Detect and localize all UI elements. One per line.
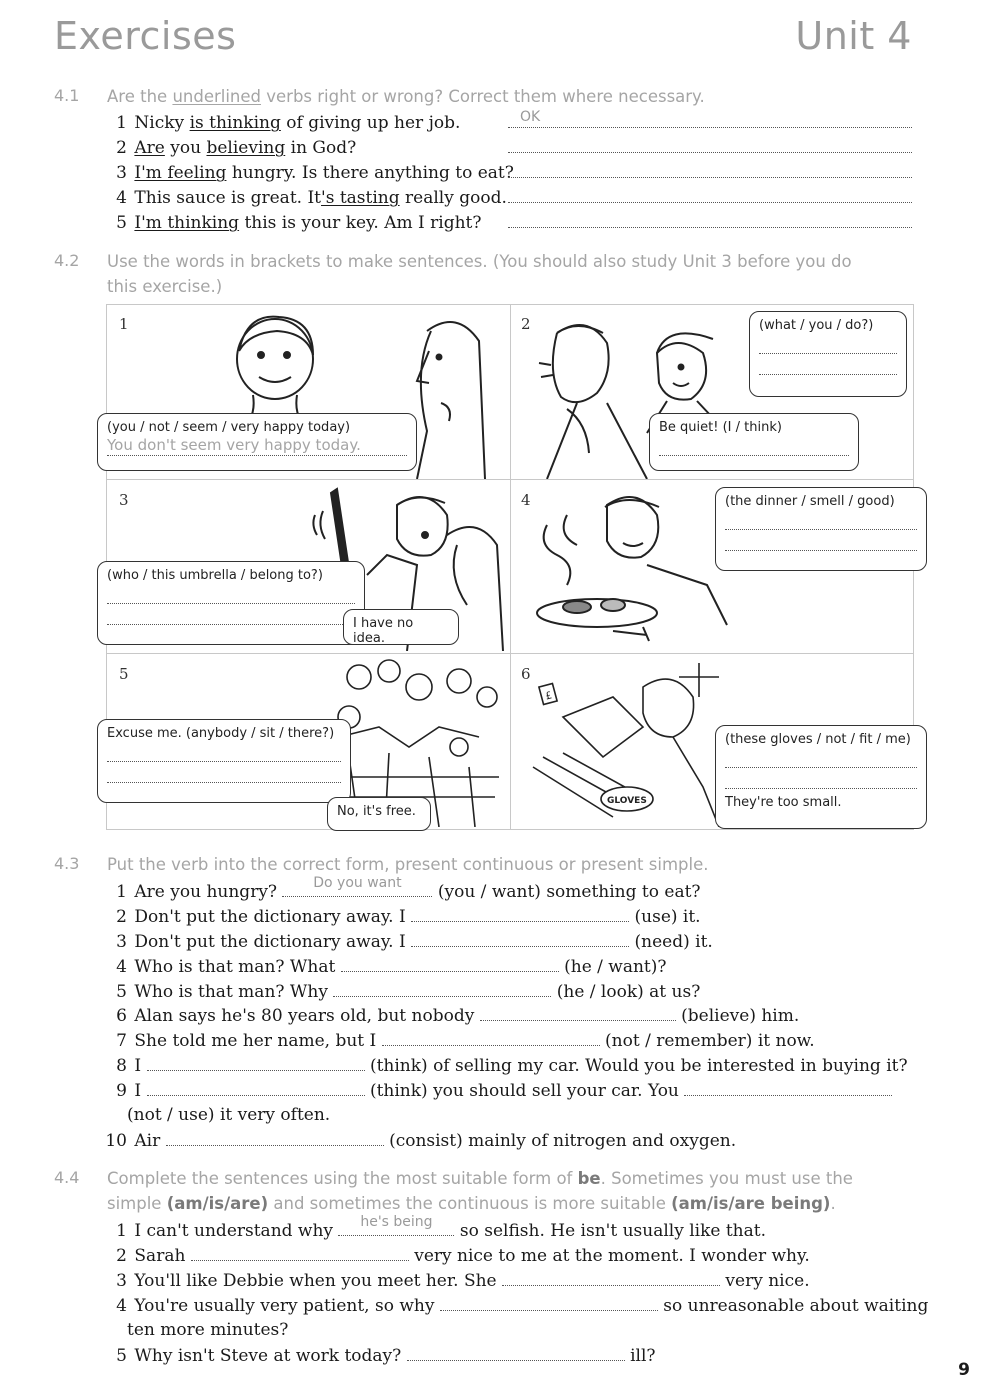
gloves-shop-illustration [523,657,723,827]
speech-bubble: I have no idea. [343,609,459,645]
panel-number: 5 [119,665,129,683]
panel-number: 3 [119,491,129,509]
speech-bubble: (these gloves / not / fit / me) They're too small. [715,725,927,829]
question-4-4-1: 1 I can't understand why he's being so selfish. He isn't usually like that. [116,1214,767,1241]
question-4-3-8: 8 I (think) of selling my car. Would you be interested in buying it? [105,1053,908,1078]
question-4-4-2: 2 Sarah very nice to me at the moment. I wonder why. [105,1243,810,1268]
question-4-1-3: 3 I'm feeling hungry. Is there anything to eat? [116,163,514,183]
question-4-4-4: 4 You're usually very patient, so why so unreasonable about waiting [105,1293,928,1318]
question-4-3-2: 2 Don't put the dictionary away. I (use) it. [105,904,701,929]
unit-label: Unit 4 [795,14,912,58]
question-4-3-7: 7 She told me her name, but I (not / remember) it now. [105,1028,815,1053]
question-4-3-3: 3 Don't put the dictionary away. I (need) it. [105,929,713,954]
page-number: 9 [958,1360,970,1380]
question-4-4-3: 3 You'll like Debbie when you meet her. She very nice. [105,1268,810,1293]
question-4-3-4: 4 Who is that man? What (he / want)? [105,954,667,979]
exercise-instruction: Are the underlined verbs right or wrong? Correct them where necessary. [107,87,705,106]
question-4-1-4: 4 This sauce is great. It's tasting really good. [116,188,507,208]
exercise-number: 4.3 [54,854,80,873]
price-tag: £ [544,690,554,703]
answer-4-1-1: OK [520,109,541,125]
panel-number: 1 [119,315,129,333]
exercise-instruction: Complete the sentences using the most suitable form of be. Sometimes you must use the simple (am/is/are) and sometimes the continuous is more suitable (am/is/are being). [107,1169,853,1213]
panel-number: 2 [521,315,531,333]
question-4-3-6: 6 Alan says he's 80 years old, but nobody (believe) him. [105,1003,799,1028]
picture-panels [106,304,914,830]
answer-line[interactable] [508,202,912,203]
question-4-3-1: 1 Are you hungry? Do you want (you / want) something to eat? [116,875,701,902]
answer-line[interactable] [508,177,912,178]
answer-line[interactable] [508,152,912,153]
question-4-3-5: 5 Who is that man? Why (he / look) at us? [105,979,700,1004]
question-4-1-5: 5 I'm thinking this is your key. Am I right? [116,213,482,233]
question-4-1-2: 2 Are you believing in God? [116,138,357,158]
exercise-number: 4.1 [54,86,80,105]
question-4-3-10: 10 Air (consist) mainly of nitrogen and oxygen. [105,1128,736,1153]
speech-bubble: (the dinner / smell / good) [715,487,927,571]
question-4-4-5: 5 Why isn't Steve at work today? ill? [105,1343,656,1368]
example-answer: You don't seem very happy today. [107,436,361,454]
answer-line[interactable] [508,227,912,228]
speech-bubble: (you / not / seem / very happy today) You don't seem very happy today. [97,413,417,471]
question-4-4-4-cont: ten more minutes? [127,1320,289,1340]
exercise-number: 4.2 [54,251,80,270]
question-4-3-9: 9 I (think) you should sell your car. You [105,1078,892,1103]
exercise-number: 4.4 [54,1168,80,1187]
question-4-1-1: 1 Nicky is thinking of giving up her job. [116,113,461,133]
speech-bubble: Excuse me. (anybody / sit / there?) [97,719,351,803]
page-title: Exercises [54,14,237,58]
speech-bubble: (who / this umbrella / belong to?) [97,561,365,645]
speech-bubble: Be quiet! (I / think) [649,413,859,471]
speech-bubble: No, it's free. [327,797,431,831]
question-4-3-9-cont: (not / use) it very often. [127,1105,331,1125]
exercise-instruction: Use the words in brackets to make sentences. (You should also study Unit 3 before you do this exercise.) [107,252,852,296]
answer-line[interactable] [508,127,912,128]
speech-bubble: (what / you / do?) [749,311,907,397]
panel-number: 4 [521,491,531,509]
exercise-instruction: Put the verb into the correct form, present continuous or present simple. [107,855,709,874]
panel-number: 6 [521,665,531,683]
gloves-sign: GLOVES [607,796,647,806]
